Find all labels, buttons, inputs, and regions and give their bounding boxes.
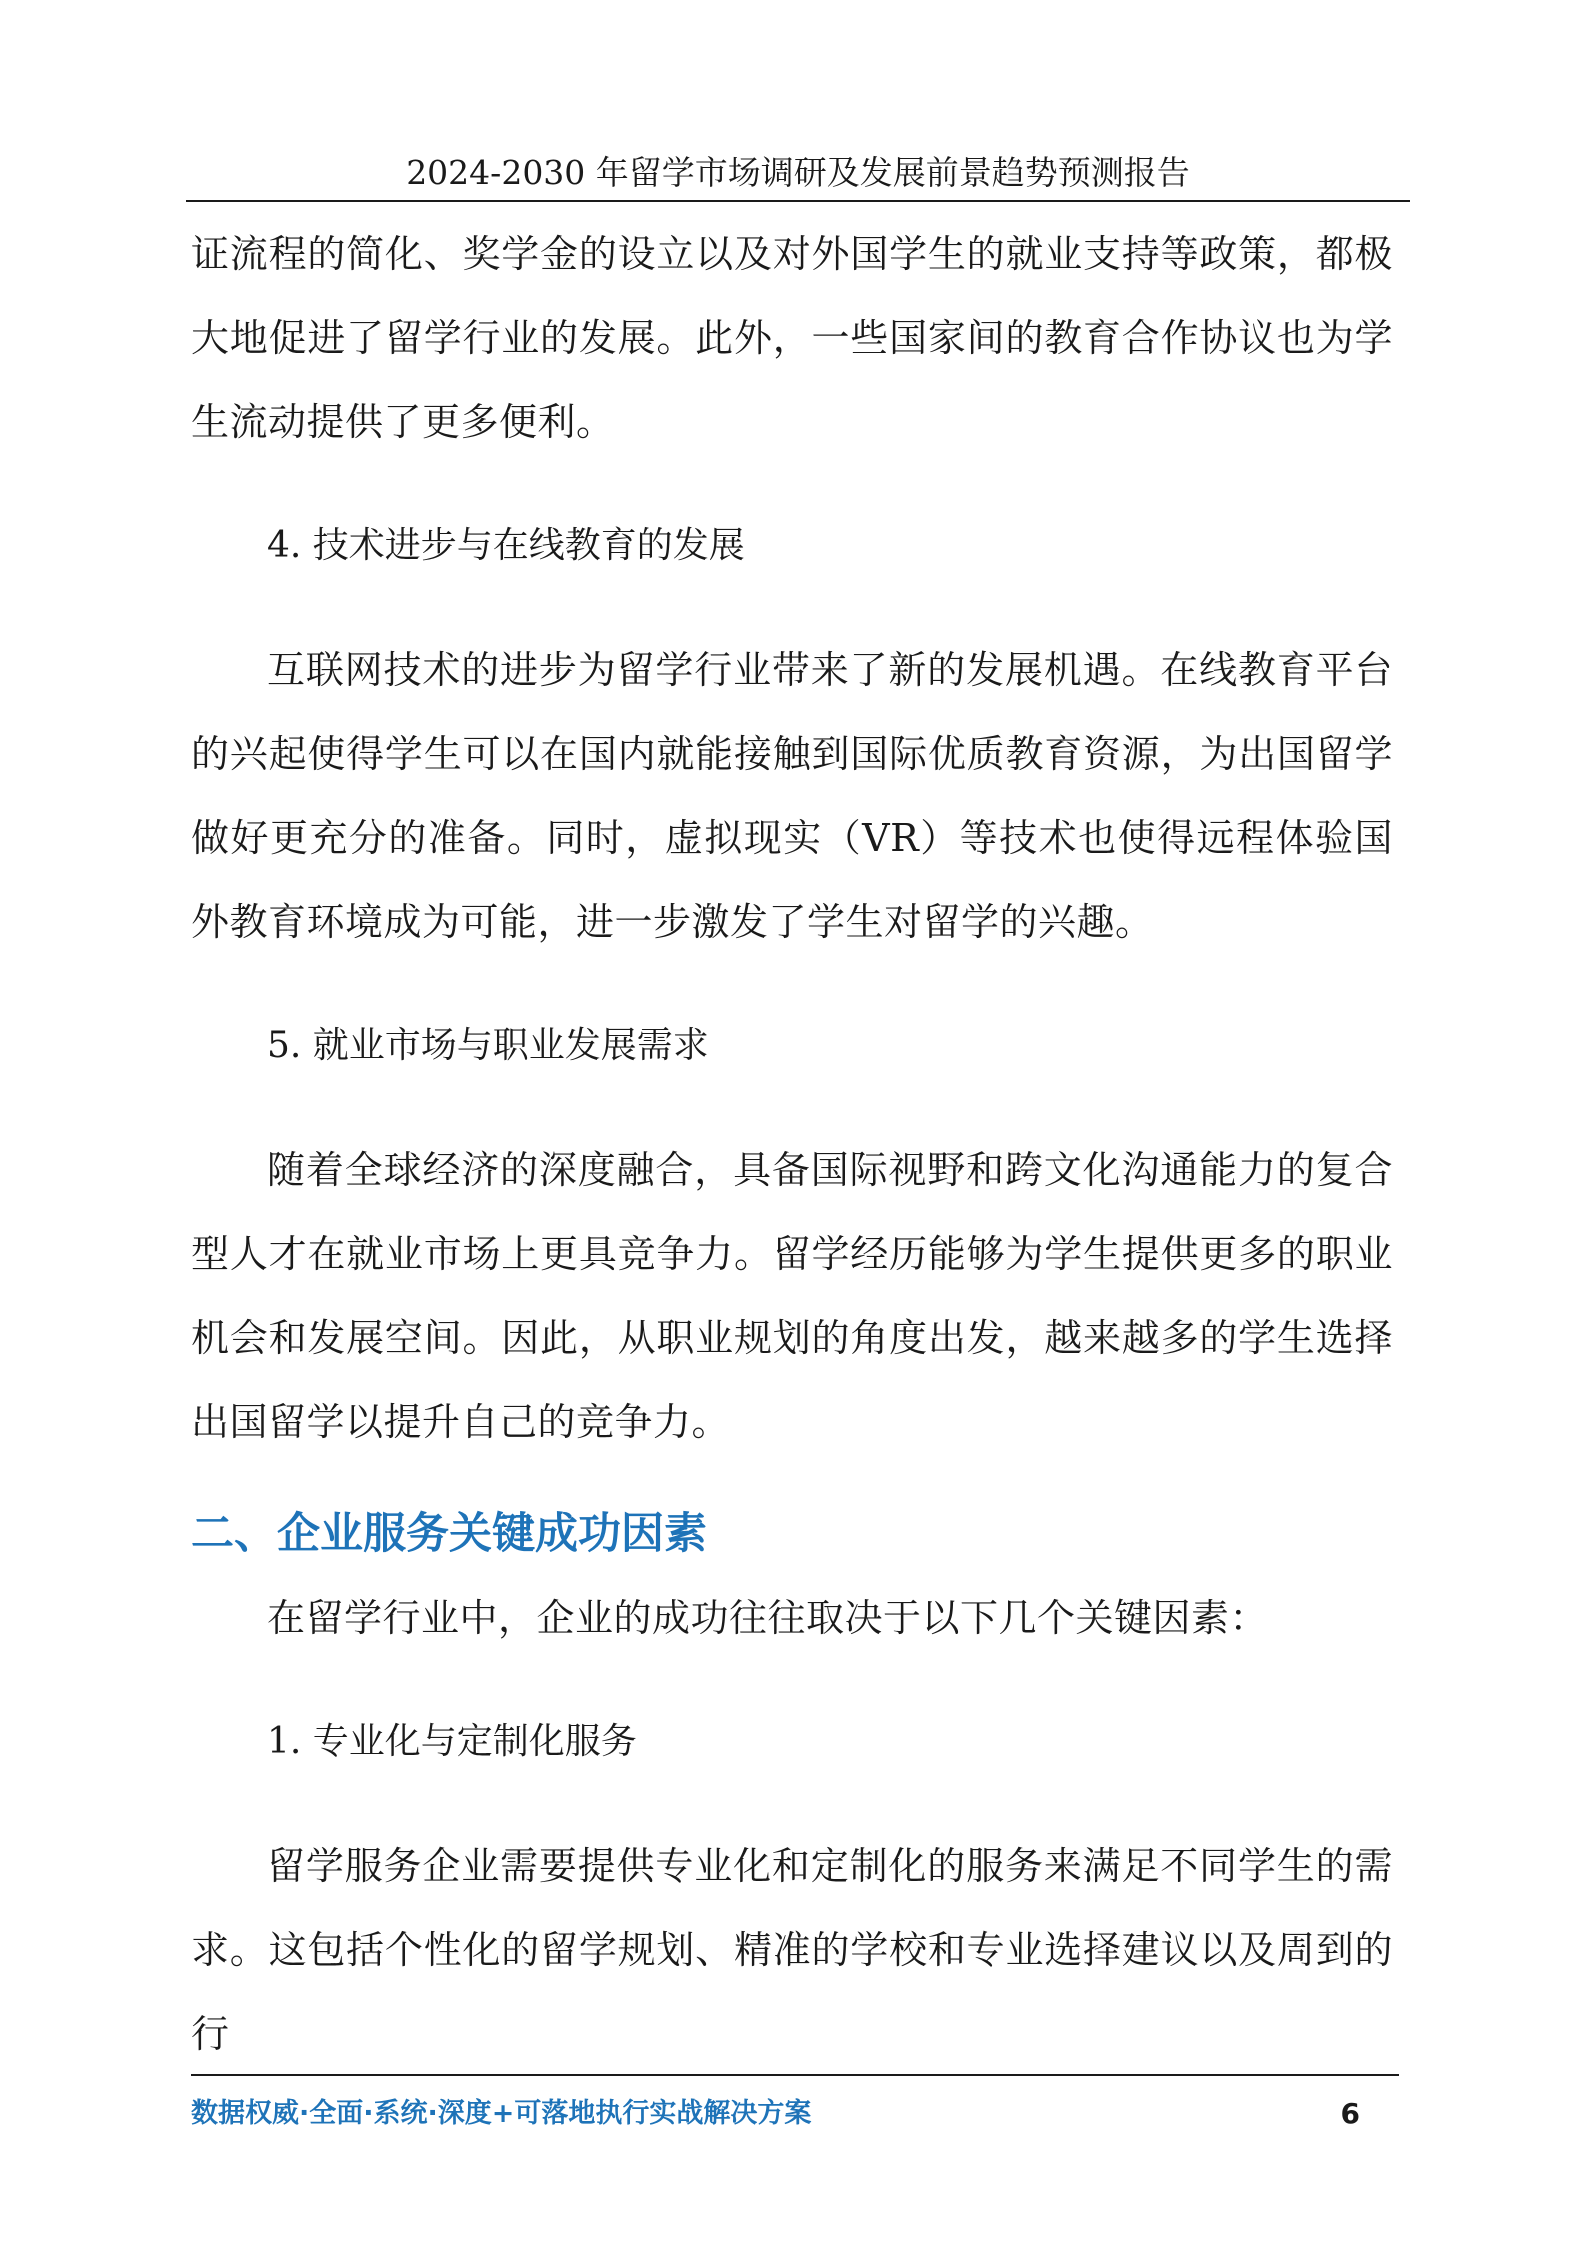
- paragraph-item-5: 随着全球经济的深度融合，具备国际视野和跨文化沟通能力的复合型人才在就业市场上更具竞争力。留学经历能够为学生提供更多的职业机会和发展空间。因此，从职业规划的角度出发，越来越多的学生选择出国留学以提升自己的竞争力。: [191, 1148, 1393, 1444]
- page-body: [191, 212, 1393, 2076]
- page-number: 6: [1340, 2097, 1360, 2130]
- paragraph-section-2-intro: 在留学行业中，企业的成功往往取决于以下几个关键因素：: [267, 1596, 1269, 1640]
- subheading-section-2-item-1: 1. 专业化与定制化服务: [267, 1721, 637, 1762]
- subheading-item-4: 4. 技术进步与在线教育的发展: [267, 525, 745, 566]
- report-header-title: 2024-2030 年留学市场调研及发展前景趋势预测报告: [406, 153, 1190, 192]
- paragraph-item-4: 互联网技术的进步为留学行业带来了新的发展机遇。在线教育平台的兴起使得学生可以在国内就能接触到国际优质教育资源，为出国留学做好更充分的准备。同时，虚拟现实（VR）等技术也使得远程体验国外教育环境成为可能，进一步激发了学生对留学的兴趣。: [191, 648, 1393, 944]
- paragraph-section-2-item-1: 留学服务企业需要提供专业化和定制化的服务来满足不同学生的需求。这包括个性化的留学规划、精准的学校和专业选择建议以及周到的行: [191, 1844, 1393, 2056]
- footer-divider: [191, 2074, 1399, 2076]
- section-heading-2: 二、企业服务关键成功因素: [191, 1509, 707, 1559]
- footer-tagline: 数据权威·全面·系统·深度+可落地执行实战解决方案: [191, 2098, 812, 2129]
- header-divider: [186, 200, 1410, 202]
- subheading-item-5: 5. 就业市场与职业发展需求: [267, 1025, 709, 1066]
- paragraph-policy-continued: 证流程的简化、奖学金的设立以及对外国学生的就业支持等政策，都极大地促进了留学行业的发展。此外，一些国家间的教育合作协议也为学生流动提供了更多便利。: [191, 232, 1393, 444]
